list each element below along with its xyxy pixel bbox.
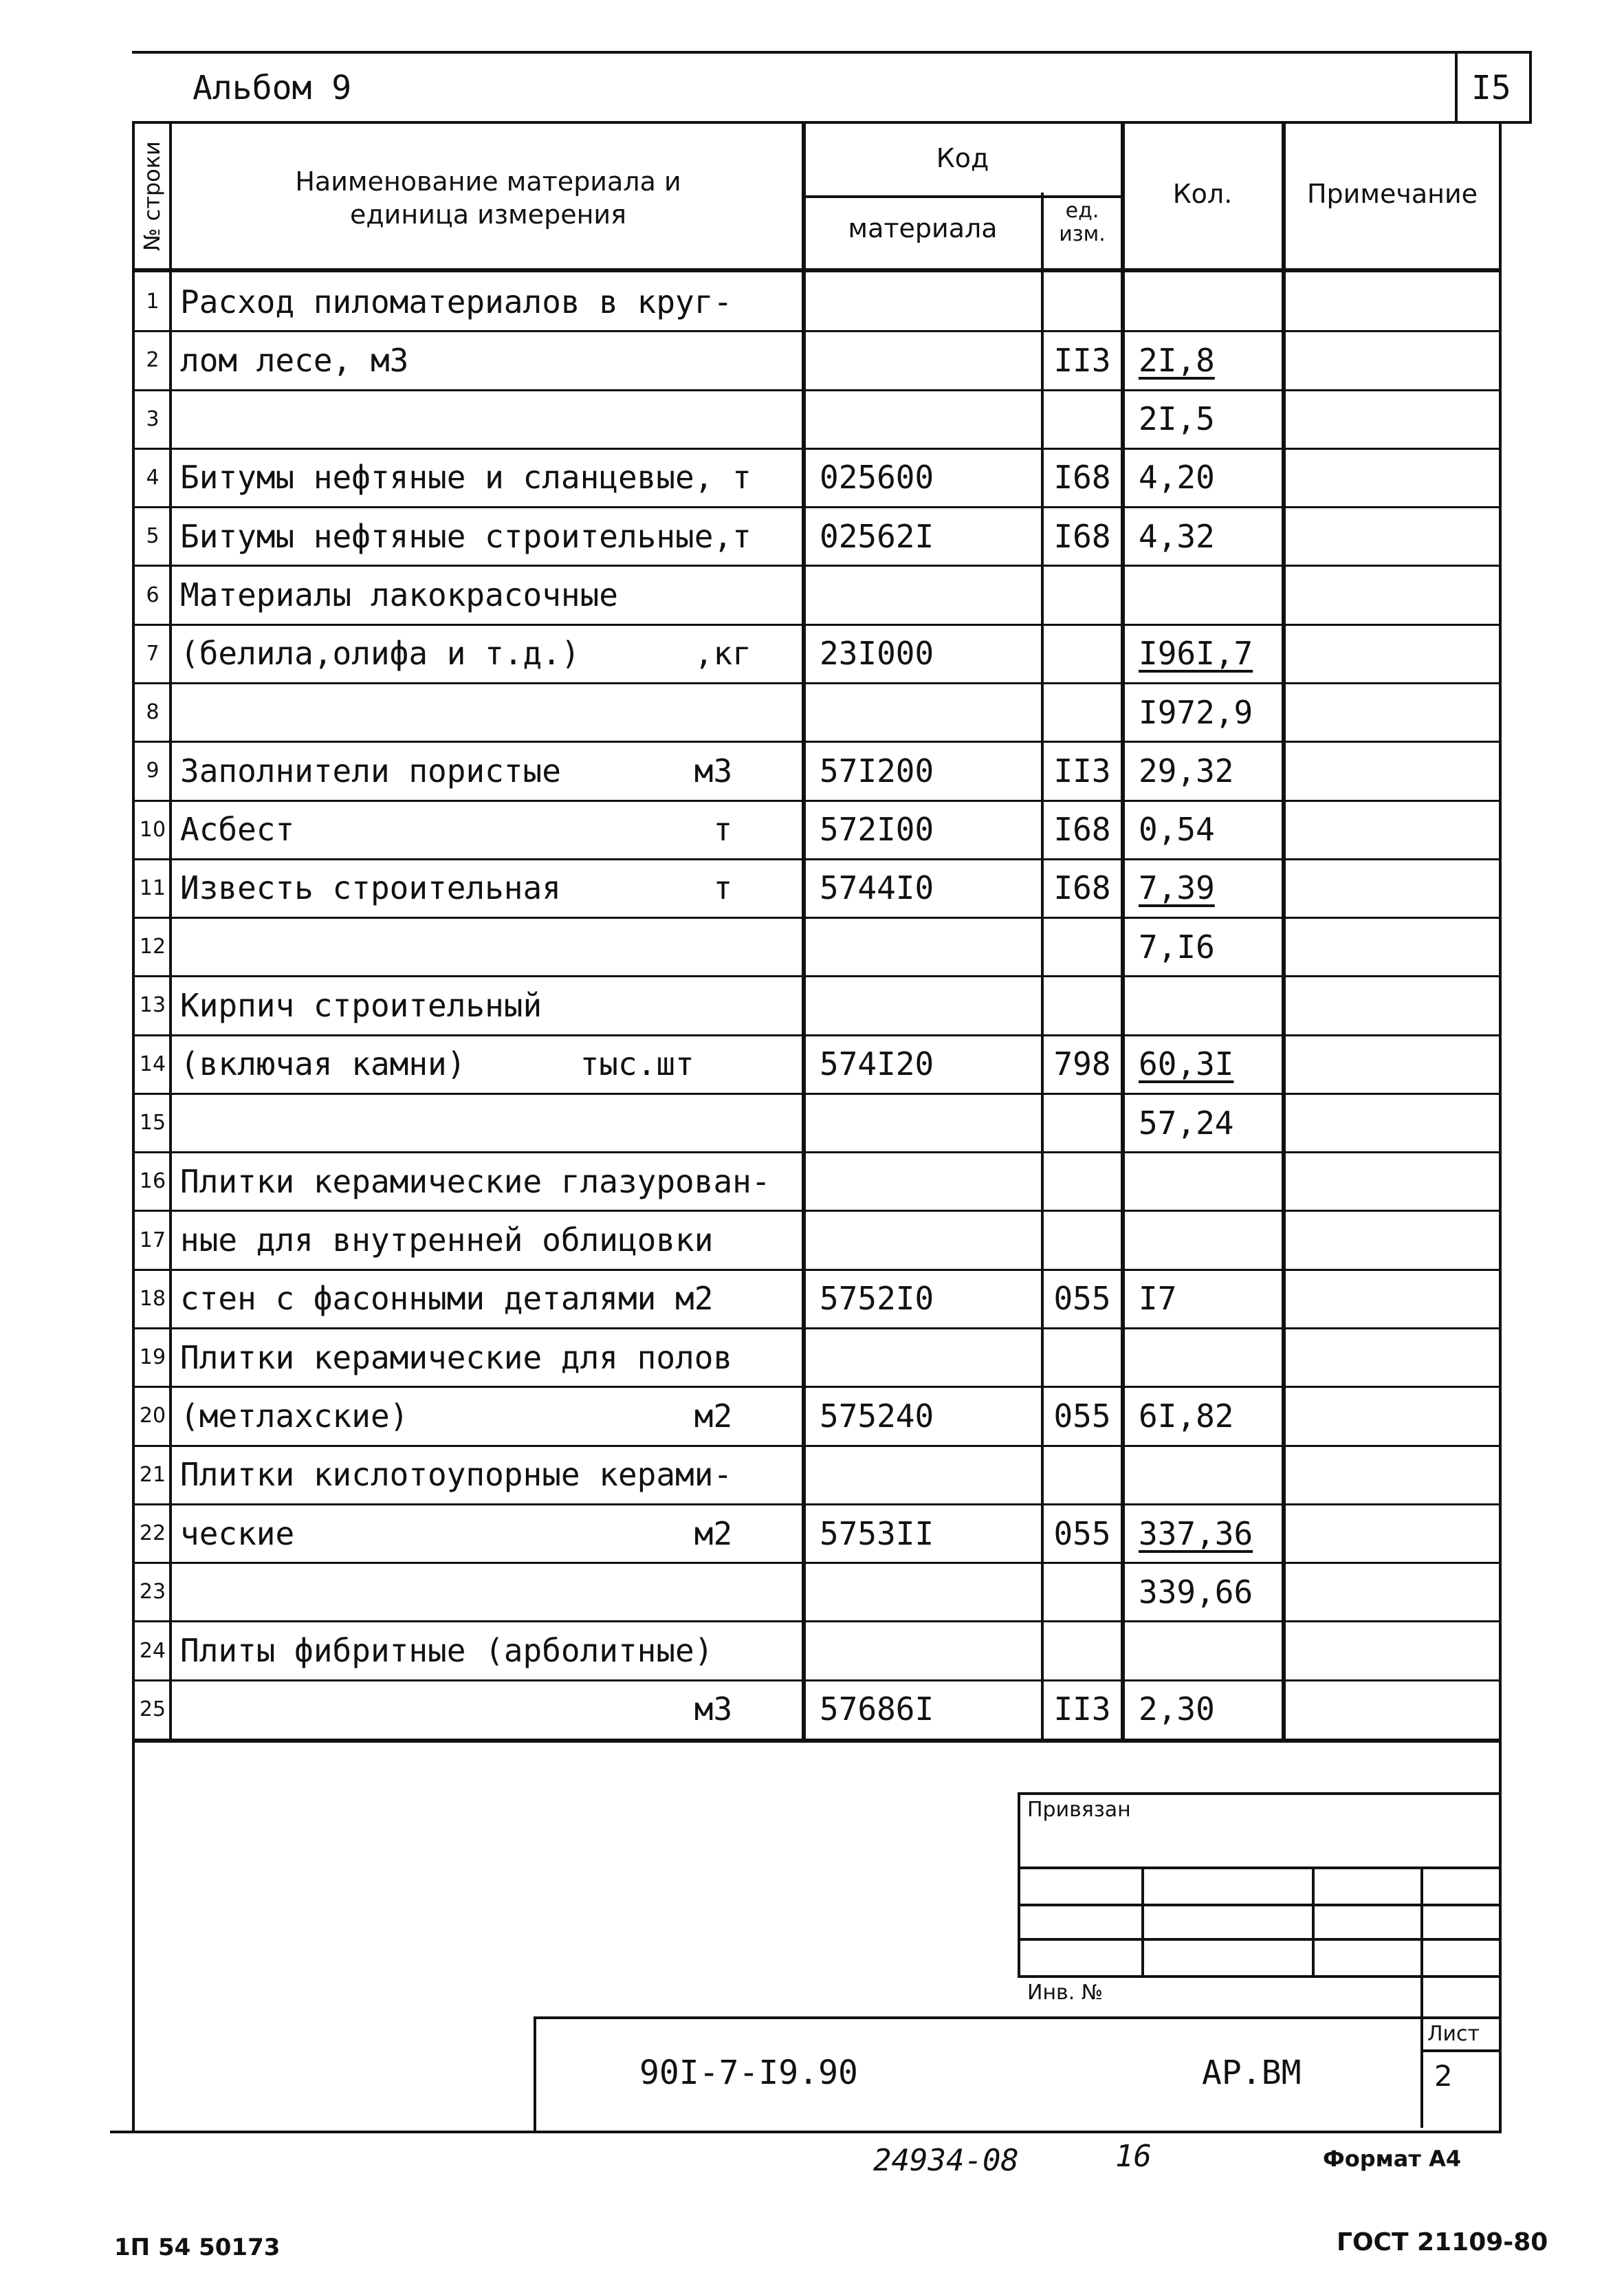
material-name: лом лесе, м3 xyxy=(180,341,409,379)
row-number-cell xyxy=(136,331,169,389)
material-code-cell xyxy=(806,1270,1053,1328)
material-name-cell xyxy=(173,331,807,389)
row-number-cell xyxy=(136,859,169,917)
row-number: 2 xyxy=(146,348,160,373)
material-name-cell xyxy=(173,448,807,507)
material-code: 57686I xyxy=(820,1690,934,1728)
quantity-cell xyxy=(1125,1680,1294,1739)
unit-code: 798 xyxy=(1053,1045,1111,1083)
material-name-cell xyxy=(173,1270,807,1328)
material-code-cell xyxy=(806,1386,1053,1445)
quantity: 60,3I xyxy=(1139,1045,1234,1083)
row-number-cell xyxy=(136,1328,169,1386)
row-number: 12 xyxy=(139,935,166,959)
material-name-cell xyxy=(173,272,807,331)
material-code-cell xyxy=(806,272,1053,331)
quantity-cell xyxy=(1125,976,1294,1034)
quantity: 337,36 xyxy=(1139,1514,1253,1552)
material-name: Битумы нефтяные строительные,т xyxy=(180,517,751,555)
material-name-cell xyxy=(173,1210,807,1269)
unit-code-cell xyxy=(1044,859,1121,917)
quantity-cell xyxy=(1125,801,1294,859)
material-name-cell xyxy=(173,1621,807,1679)
row-number-cell xyxy=(136,507,169,565)
row-number-cell xyxy=(136,390,169,448)
quantity: 4,32 xyxy=(1139,517,1215,555)
quantity: 4,20 xyxy=(1139,459,1215,497)
material-code-cell xyxy=(806,1621,1053,1679)
row-number: 17 xyxy=(139,1228,166,1252)
row-number: 24 xyxy=(139,1638,166,1663)
col-header-name: Наименование материала и единица измерения xyxy=(295,166,681,230)
unit-code-cell xyxy=(1044,507,1121,565)
quantity-cell xyxy=(1125,1210,1294,1269)
material-code-cell xyxy=(806,1210,1053,1269)
material-name: Известь строительная т xyxy=(180,869,733,907)
quantity-cell xyxy=(1125,390,1294,448)
handwritten-number-2: 16 xyxy=(1115,2139,1152,2174)
material-name: Битумы нефтяные и сланцевые, т xyxy=(180,459,751,497)
material-name: Заполнители пористые м3 xyxy=(180,752,733,790)
stamp-inv-label: Инв. № xyxy=(1027,1981,1104,2005)
material-name: Плиты фибритные (арболитные) xyxy=(180,1632,714,1670)
material-code-cell xyxy=(806,1680,1053,1739)
row-number-cell xyxy=(136,1504,169,1563)
note-cell xyxy=(1286,507,1511,565)
note-cell xyxy=(1286,683,1511,741)
quantity: I972,9 xyxy=(1139,693,1253,731)
row-number-cell xyxy=(136,565,169,624)
quantity-cell xyxy=(1125,331,1294,389)
row-number: 23 xyxy=(139,1580,166,1604)
unit-code-cell xyxy=(1044,976,1121,1034)
unit-code: I68 xyxy=(1053,517,1111,555)
material-name: (включая камни) тыс.шт xyxy=(180,1045,694,1083)
material-name-cell xyxy=(173,565,807,624)
unit-code-cell xyxy=(1044,801,1121,859)
material-code-cell xyxy=(806,917,1053,976)
quantity: 6I,82 xyxy=(1139,1397,1234,1435)
material-name: стен с фасонными деталями м2 xyxy=(180,1280,714,1318)
note-cell xyxy=(1286,1563,1511,1621)
material-code-cell xyxy=(806,976,1053,1034)
row-number-cell xyxy=(136,1563,169,1621)
unit-code-cell xyxy=(1044,1328,1121,1386)
unit-code-cell xyxy=(1044,565,1121,624)
note-cell xyxy=(1286,1680,1511,1739)
quantity-cell xyxy=(1125,448,1294,507)
unit-code-cell xyxy=(1044,917,1121,976)
material-name-cell xyxy=(173,1446,807,1504)
material-code: 574I20 xyxy=(820,1045,934,1083)
material-name-cell xyxy=(173,683,807,741)
quantity: 57,24 xyxy=(1139,1104,1234,1142)
row-number: 9 xyxy=(146,759,160,783)
note-cell xyxy=(1286,1504,1511,1563)
unit-code-cell xyxy=(1044,272,1121,331)
row-number-cell xyxy=(136,1035,169,1093)
material-name: Расход пиломатериалов в круг- xyxy=(180,283,733,320)
material-name: ческие м2 xyxy=(180,1514,733,1552)
row-number-cell xyxy=(136,741,169,800)
unit-code: II3 xyxy=(1053,752,1111,790)
unit-code-cell xyxy=(1044,1210,1121,1269)
material-name-cell xyxy=(173,390,807,448)
material-code-cell xyxy=(806,331,1053,389)
quantity-cell xyxy=(1125,272,1294,331)
album-label: Альбом 9 xyxy=(193,69,352,107)
material-name-cell xyxy=(173,1563,807,1621)
unit-code-cell xyxy=(1044,1621,1121,1679)
row-number-cell xyxy=(136,801,169,859)
unit-code-cell xyxy=(1044,683,1121,741)
note-cell xyxy=(1286,801,1511,859)
sheet-number: 2 xyxy=(1434,2059,1453,2093)
row-number: 22 xyxy=(139,1521,166,1545)
row-number: 6 xyxy=(146,583,160,607)
material-code-cell xyxy=(806,507,1053,565)
unit-code: I68 xyxy=(1053,869,1111,907)
material-name: Плитки керамические глазурован- xyxy=(180,1162,771,1200)
row-number-cell xyxy=(136,272,169,331)
row-number: 15 xyxy=(139,1111,166,1135)
unit-code-cell xyxy=(1044,1386,1121,1445)
material-code-cell xyxy=(806,1328,1053,1386)
quantity-cell xyxy=(1125,1152,1294,1210)
row-number-cell xyxy=(136,976,169,1034)
material-code: 5753II xyxy=(820,1514,934,1552)
quantity: I96I,7 xyxy=(1139,635,1253,673)
row-number-cell xyxy=(136,1093,169,1152)
unit-code: II3 xyxy=(1053,341,1111,379)
material-code: 57I200 xyxy=(820,752,934,790)
col-header-code-unit: ед. изм. xyxy=(1059,199,1106,246)
row-number: 11 xyxy=(139,875,166,900)
row-number: 25 xyxy=(139,1697,166,1721)
material-code-cell xyxy=(806,1563,1053,1621)
unit-code: I68 xyxy=(1053,811,1111,849)
note-cell xyxy=(1286,1093,1511,1152)
material-code-cell xyxy=(806,859,1053,917)
doc-mark: АР.ВМ xyxy=(1202,2054,1302,2092)
material-name-cell xyxy=(173,1152,807,1210)
quantity-cell xyxy=(1125,1386,1294,1445)
unit-code-cell xyxy=(1044,1270,1121,1328)
material-name: Материалы лакокрасочные xyxy=(180,576,618,614)
page-number: I5 xyxy=(1471,69,1511,107)
unit-code: 055 xyxy=(1053,1280,1111,1318)
row-number-cell xyxy=(136,624,169,683)
col-header-code: Код xyxy=(936,143,989,173)
sheet-label: Лист xyxy=(1427,2022,1480,2046)
quantity-cell xyxy=(1125,565,1294,624)
note-cell xyxy=(1286,272,1511,331)
quantity: 0,54 xyxy=(1139,811,1215,849)
col-header-qty: Кол. xyxy=(1172,179,1233,209)
stamp-bound-label: Привязан xyxy=(1027,1798,1131,1822)
quantity-cell xyxy=(1125,917,1294,976)
quantity-cell xyxy=(1125,683,1294,741)
row-number: 16 xyxy=(139,1169,166,1194)
material-code: 02562I xyxy=(820,517,934,555)
note-cell xyxy=(1286,1035,1511,1093)
material-code-cell xyxy=(806,801,1053,859)
material-name: Асбест т xyxy=(180,811,733,849)
material-name: Плитки кислотоупорные керами- xyxy=(180,1456,733,1494)
row-number: 1 xyxy=(146,290,160,314)
quantity: 7,39 xyxy=(1139,869,1215,907)
material-code-cell xyxy=(806,1446,1053,1504)
quantity: 339,66 xyxy=(1139,1573,1253,1611)
note-cell xyxy=(1286,448,1511,507)
row-number-cell xyxy=(136,1210,169,1269)
quantity: I7 xyxy=(1139,1280,1177,1318)
note-cell xyxy=(1286,1152,1511,1210)
row-number-cell xyxy=(136,917,169,976)
material-name-cell xyxy=(173,1093,807,1152)
quantity-cell xyxy=(1125,1328,1294,1386)
row-number-cell xyxy=(136,1152,169,1210)
row-number-cell xyxy=(136,1270,169,1328)
unit-code: II3 xyxy=(1053,1690,1111,1728)
material-name-cell xyxy=(173,859,807,917)
row-number: 3 xyxy=(146,406,160,431)
col-header-row-no: № строки xyxy=(139,141,166,251)
quantity-cell xyxy=(1125,859,1294,917)
quantity: 2I,5 xyxy=(1139,400,1215,438)
note-cell xyxy=(1286,1621,1511,1679)
note-cell xyxy=(1286,1328,1511,1386)
unit-code-cell xyxy=(1044,1446,1121,1504)
row-number-cell xyxy=(136,1680,169,1739)
quantity-cell xyxy=(1125,1270,1294,1328)
note-cell xyxy=(1286,1210,1511,1269)
material-name-cell xyxy=(173,976,807,1034)
material-name-cell xyxy=(173,801,807,859)
quantity-cell xyxy=(1125,1504,1294,1563)
col-header-code-material: материала xyxy=(848,213,998,243)
quantity: 7,I6 xyxy=(1139,928,1215,966)
row-number: 14 xyxy=(139,1052,166,1076)
quantity: 2,30 xyxy=(1139,1690,1215,1728)
note-cell xyxy=(1286,390,1511,448)
note-cell xyxy=(1286,917,1511,976)
unit-code-cell xyxy=(1044,1035,1121,1093)
material-name-cell xyxy=(173,917,807,976)
note-cell xyxy=(1286,331,1511,389)
material-name: (белила,олифа и т.д.) ,кг xyxy=(180,635,751,673)
material-code-cell xyxy=(806,1093,1053,1152)
material-name: м3 xyxy=(180,1690,733,1728)
material-code: 23I000 xyxy=(820,635,934,673)
gost-label: ГОСТ 21109-80 xyxy=(1337,2228,1548,2256)
material-code-cell xyxy=(806,1035,1053,1093)
unit-code-cell xyxy=(1044,1680,1121,1739)
material-name-cell xyxy=(173,741,807,800)
quantity-cell xyxy=(1125,1035,1294,1093)
unit-code-cell xyxy=(1044,741,1121,800)
row-number-cell xyxy=(136,1446,169,1504)
row-number-cell xyxy=(136,1386,169,1445)
row-number: 8 xyxy=(146,700,160,725)
row-number-cell xyxy=(136,683,169,741)
quantity: 29,32 xyxy=(1139,752,1234,790)
material-code: 575240 xyxy=(820,1397,934,1435)
material-code-cell xyxy=(806,683,1053,741)
left-code: 1П 54 50173 xyxy=(114,2234,281,2261)
quantity-cell xyxy=(1125,1563,1294,1621)
material-name: Кирпич строительный xyxy=(180,986,542,1024)
row-number: 10 xyxy=(139,817,166,842)
quantity-cell xyxy=(1125,1446,1294,1504)
unit-code: I68 xyxy=(1053,459,1111,497)
handwritten-number: 24934-08 xyxy=(873,2143,1019,2178)
note-cell xyxy=(1286,859,1511,917)
quantity-cell xyxy=(1125,507,1294,565)
unit-code-cell xyxy=(1044,390,1121,448)
material-code-cell xyxy=(806,448,1053,507)
note-cell xyxy=(1286,1270,1511,1328)
unit-code: 055 xyxy=(1053,1397,1111,1435)
row-number: 20 xyxy=(139,1404,166,1428)
material-code: 572I00 xyxy=(820,811,934,849)
row-number: 4 xyxy=(146,465,160,490)
doc-code: 90I-7-I9.90 xyxy=(639,2054,858,2092)
quantity-cell xyxy=(1125,741,1294,800)
note-cell xyxy=(1286,741,1511,800)
quantity: 2I,8 xyxy=(1139,341,1215,379)
row-number: 21 xyxy=(139,1462,166,1487)
material-code: 5752I0 xyxy=(820,1280,934,1318)
material-name-cell xyxy=(173,624,807,683)
material-name: Плитки керамические для полов xyxy=(180,1338,733,1376)
unit-code-cell xyxy=(1044,448,1121,507)
material-code-cell xyxy=(806,741,1053,800)
note-cell xyxy=(1286,1386,1511,1445)
row-number: 5 xyxy=(146,524,160,549)
row-number: 13 xyxy=(139,993,166,1018)
material-name-cell xyxy=(173,1680,807,1739)
material-name-cell xyxy=(173,1035,807,1093)
material-code: 5744I0 xyxy=(820,869,934,907)
unit-code-cell xyxy=(1044,1152,1121,1210)
col-header-note: Примечание xyxy=(1306,179,1478,209)
row-number: 19 xyxy=(139,1345,166,1370)
note-cell xyxy=(1286,624,1511,683)
quantity-cell xyxy=(1125,1093,1294,1152)
material-code-cell xyxy=(806,1152,1053,1210)
material-name-cell xyxy=(173,1386,807,1445)
row-number-cell xyxy=(136,1621,169,1679)
quantity-cell xyxy=(1125,624,1294,683)
note-cell xyxy=(1286,1446,1511,1504)
format-label: Формат А4 xyxy=(1323,2146,1462,2172)
material-name-cell xyxy=(173,507,807,565)
row-number: 18 xyxy=(139,1286,166,1311)
material-code-cell xyxy=(806,565,1053,624)
quantity-cell xyxy=(1125,1621,1294,1679)
unit-code-cell xyxy=(1044,1093,1121,1152)
note-cell xyxy=(1286,976,1511,1034)
unit-code-cell xyxy=(1044,624,1121,683)
material-name-cell xyxy=(173,1328,807,1386)
material-code-cell xyxy=(806,624,1053,683)
material-code: 025600 xyxy=(820,459,934,497)
row-number-cell xyxy=(136,448,169,507)
material-name-cell xyxy=(173,1504,807,1563)
note-cell xyxy=(1286,565,1511,624)
material-code-cell xyxy=(806,1504,1053,1563)
unit-code-cell xyxy=(1044,1563,1121,1621)
unit-code-cell xyxy=(1044,331,1121,389)
unit-code: 055 xyxy=(1053,1514,1111,1552)
unit-code-cell xyxy=(1044,1504,1121,1563)
material-code-cell xyxy=(806,390,1053,448)
row-number: 7 xyxy=(146,641,160,666)
material-name: (метлахские) м2 xyxy=(180,1397,733,1435)
material-name: ные для внутренней облицовки xyxy=(180,1221,714,1259)
